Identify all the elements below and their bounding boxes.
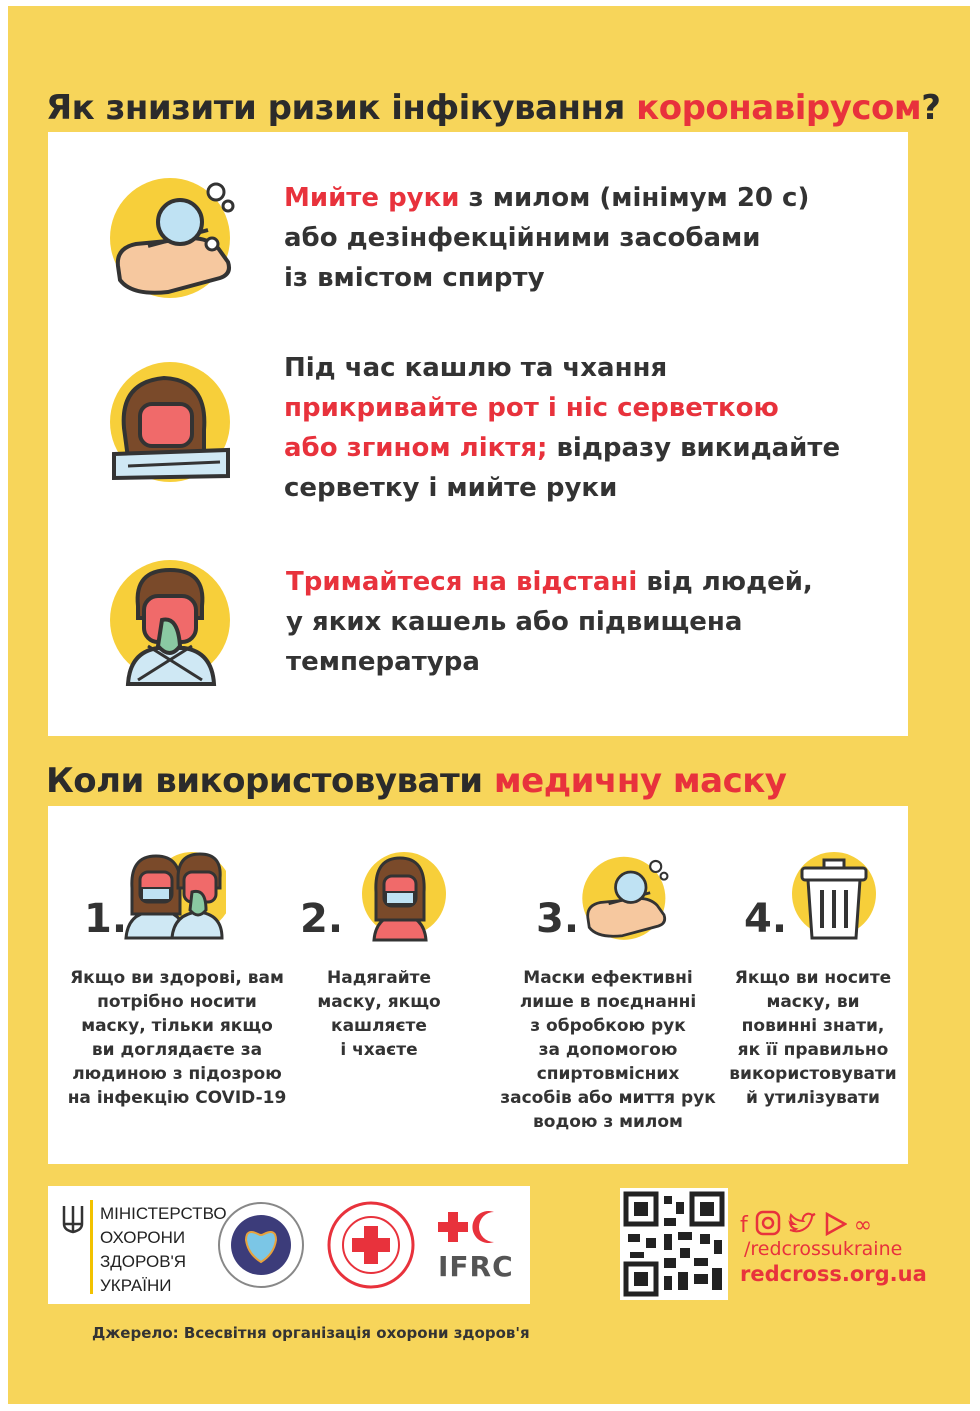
tip-highlight: прикривайте рот і ніс серветкою (284, 393, 779, 423)
step-text-line: лише в поєднанні (519, 992, 697, 1012)
hand-washing-icon (108, 174, 244, 304)
qr-code-icon (620, 1188, 728, 1300)
ministry-line: МІНІСТЕРСТВО (100, 1204, 227, 1223)
tip-line (286, 642, 813, 682)
ifrc-label: IFRC (438, 1250, 514, 1283)
tip-line (286, 562, 813, 602)
flickr-icon[interactable]: ∞ (853, 1213, 873, 1238)
tip-text: із вмістом спирту (284, 263, 545, 293)
qr-code[interactable] (620, 1188, 728, 1300)
section1-title (46, 88, 940, 128)
step-text (500, 966, 716, 1134)
facebook-icon[interactable]: f (740, 1213, 748, 1238)
step-text-line: Маски ефективні (523, 968, 693, 988)
step-text-line: маску, ви (766, 992, 860, 1012)
step-number: 1. (84, 896, 128, 942)
step-text-line: Якщо ви здорові, вам (70, 968, 284, 988)
tip-line (284, 388, 840, 428)
tip-keep-distance (286, 562, 813, 682)
step-number: 3. (536, 896, 580, 942)
step-text-line: використовувати (729, 1064, 897, 1084)
twitter-icon[interactable] (788, 1212, 816, 1236)
source-note: Джерело: Всесвітня організація охорони здоров'я (92, 1324, 530, 1342)
step-number: 4. (744, 896, 788, 942)
trash-bin-icon (788, 850, 876, 942)
foundation-logo-icon (216, 1200, 306, 1290)
tip-wash-hands (284, 178, 809, 298)
coughing-person-icon (108, 358, 244, 492)
ministry-line: УКРАЇНИ (100, 1276, 172, 1295)
ministry-logo-text (100, 1202, 227, 1298)
step-text-line: повинні знати, (741, 1016, 885, 1036)
ministry-line: ОХОРОНИ (100, 1228, 186, 1247)
tip-line (284, 258, 809, 298)
tip-line (284, 468, 840, 508)
social-handle[interactable]: /redcrossukraine (744, 1238, 903, 1260)
tip-highlight: Мийте руки (284, 183, 460, 213)
hand-washing-icon (578, 854, 678, 944)
step-number: 2. (300, 896, 344, 942)
step-text-line: й утилізувати (746, 1088, 880, 1108)
tip-highlight: або згином ліктя; (284, 433, 548, 463)
step-text-line: з обробкою рук (530, 1016, 686, 1036)
step-text-line: спиртовмісних (536, 1064, 680, 1084)
tip-text: температура (286, 647, 480, 677)
tip-line (284, 348, 840, 388)
title-text: Коли використовувати (46, 761, 494, 801)
step-text-line: маску, якщо (317, 992, 441, 1012)
divider (90, 1200, 93, 1294)
step-text-line: водою з милом (533, 1112, 683, 1132)
youtube-play-icon[interactable] (823, 1212, 847, 1236)
step-text (314, 966, 444, 1062)
tip-text: Під час кашлю та чхання (284, 353, 668, 383)
step-text (66, 966, 288, 1110)
title-highlight: медичну маску (493, 761, 787, 801)
title-text: Як знизити ризик інфікування (46, 88, 637, 128)
step-text-line: маску, тільки якщо (81, 1016, 273, 1036)
trident-icon (62, 1204, 84, 1234)
tip-line (284, 218, 809, 258)
title-highlight: коронавірусом (636, 88, 922, 128)
step-text-line: ви доглядаєте за (91, 1040, 263, 1060)
social-icons (740, 1210, 872, 1238)
step-text-line: потрібно носити (97, 992, 257, 1012)
step-text-line: Надягайте (327, 968, 431, 988)
step-text-line: кашляєте (331, 1016, 427, 1036)
tip-highlight: Тримайтеся на відстані (286, 567, 638, 597)
step-text-line: Якщо ви носите (734, 968, 892, 988)
tips-card (48, 132, 908, 736)
step-text (728, 966, 898, 1110)
title-end: ? (921, 88, 941, 128)
poster-background (8, 6, 970, 1404)
ministry-line: ЗДОРОВ'Я (100, 1252, 187, 1271)
instagram-icon[interactable] (755, 1210, 781, 1236)
step-text-line: на інфекцію COVID-19 (67, 1088, 287, 1108)
tip-line (286, 602, 813, 642)
two-people-mask-icon (122, 848, 226, 944)
partner-logos (48, 1186, 530, 1304)
step-text-line: людиною з підозрою (72, 1064, 282, 1084)
step-text-line: як її правильно (737, 1040, 889, 1060)
section2-title (46, 761, 786, 801)
step-text-line: і чхаєте (340, 1040, 418, 1060)
website-link[interactable]: redcross.org.ua (740, 1262, 927, 1286)
step-text-line: засобів або миття рук (500, 1088, 716, 1108)
tip-text: або дезінфекційними засобами (284, 223, 761, 253)
tip-text: від людей, (637, 567, 813, 597)
tip-text: з милом (мінімум 20 с) (459, 183, 810, 213)
tip-text: у яких кашель або підвищена (286, 607, 743, 637)
person-mask-icon (356, 850, 448, 942)
step-text-line: за допомогою (538, 1040, 678, 1060)
red-cross-ukraine-logo-icon (326, 1200, 416, 1290)
tip-text: відразу викидайте (547, 433, 841, 463)
sneezing-person-icon (108, 556, 244, 692)
ifrc-cross-crescent-icon (436, 1208, 506, 1248)
tip-text: серветку і мийте руки (284, 473, 618, 503)
tip-line (284, 178, 809, 218)
tip-cover-mouth (284, 348, 840, 508)
mask-steps-card (48, 806, 908, 1164)
tip-line (284, 428, 840, 468)
